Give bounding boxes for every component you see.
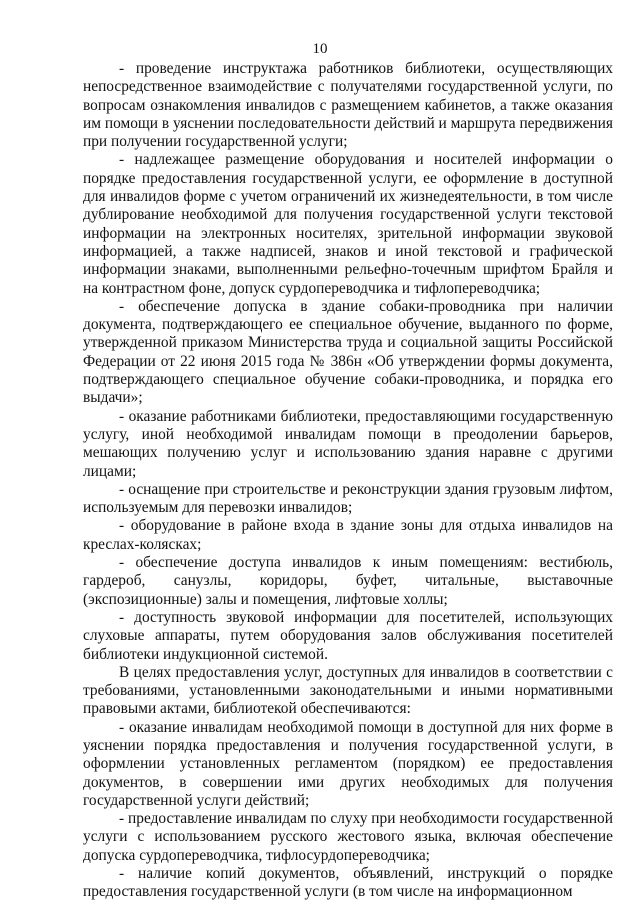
page-number: 10 [312, 41, 328, 57]
paragraph-freight-elevator: - оснащение при строительстве и реконструкции здания грузовым лифтом, используемым для перевозки инвалидов; [83, 480, 613, 517]
paragraph-accessibility-intro: В целях предоставления услуг, доступных для инвалидов в соответствии с требованиями, установленными законодательными и иными нормативными правовыми актами, библиотекой обеспечиваются: [83, 663, 613, 718]
paragraph-staff-assistance: - оказание работниками библиотеки, предоставляющими государственную услугу, иной необходимой инвалидам помощи в преодолении барьеров, мешающих получению услуг и использованию здания наравне с другими лицами; [83, 407, 613, 480]
paragraph-guide-dog-access: - обеспечение допуска в здание собаки-проводника при наличии документа, подтверждающего ее специальное обучение, выданного по форме, утвержденной приказом Министерства труда и социальной защиты Российской Федерации от 22 июня 2015 года № 386н «Об утверждении формы документа, подтверждающего специальное обучение собаки-проводника, и порядка его выдачи»; [83, 297, 613, 407]
paragraph-equipment-placement: - надлежащее размещение оборудования и носителей информации о порядке предоставления государственной услуги, ее оформление в доступной для инвалидов форме с учетом ограничений их жизнедеятельности, в том числе дублирование необходимой для получения государственной услуги текстовой информации на электронных носителях, зрительной информации звуковой информацией, а также надписей, знаков и иной текстовой и графической информации знаками, выполненными рельефно-точечным шрифтом Брайля и на контрастном фоне, допуск сурдопереводчика и тифлопереводчика; [83, 151, 613, 297]
paragraph-document-copies: - наличие копий документов, объявлений, инструкций о порядке предоставления государственной услуги (в том числе на информационном [83, 865, 613, 901]
document-body [83, 60, 613, 902]
paragraph-room-access: - обеспечение доступа инвалидов к иным помещениям: вестибюль, гардероб, санузлы, коридоры, буфет, читальные, выставочные (экспозиционные) залы и помещения, лифтовые холлы; [83, 554, 613, 608]
paragraph-rest-zone: - оборудование в районе входа в здание зоны для отдыха инвалидов на креслах-колясках; [83, 517, 613, 553]
paragraph-staff-briefing: - проведение инструктажа работников библиотеки, осуществляющих непосредственное взаимодействие с получателями государственной услуги, по вопросам ознакомления инвалидов с размещением кабинетов, а также оказания им помощи в уяснении последовательности действий и маршрута передвижения при получении государственной услуги; [83, 60, 613, 151]
paragraph-procedure-help: - оказание инвалидам необходимой помощи в доступной для них форме в уяснении порядка предоставления и получения государственной услуги, в оформлении установленных регламентом (порядком) ее предоставления документов, в совершении ими других необходимых для получения государственной услуги действий; [83, 718, 613, 809]
paragraph-audio-information: - доступность звуковой информации для посетителей, использующих слуховые аппараты, путем оборудования залов обслуживания посетителей библиотеки индукционной системой. [83, 608, 613, 663]
paragraph-sign-language: - предоставление инвалидам по слуху при необходимости государственной услуги с использованием русского жестового языка, включая обеспечение допуска сурдопереводчика, тифлосурдопереводчика; [83, 810, 613, 864]
